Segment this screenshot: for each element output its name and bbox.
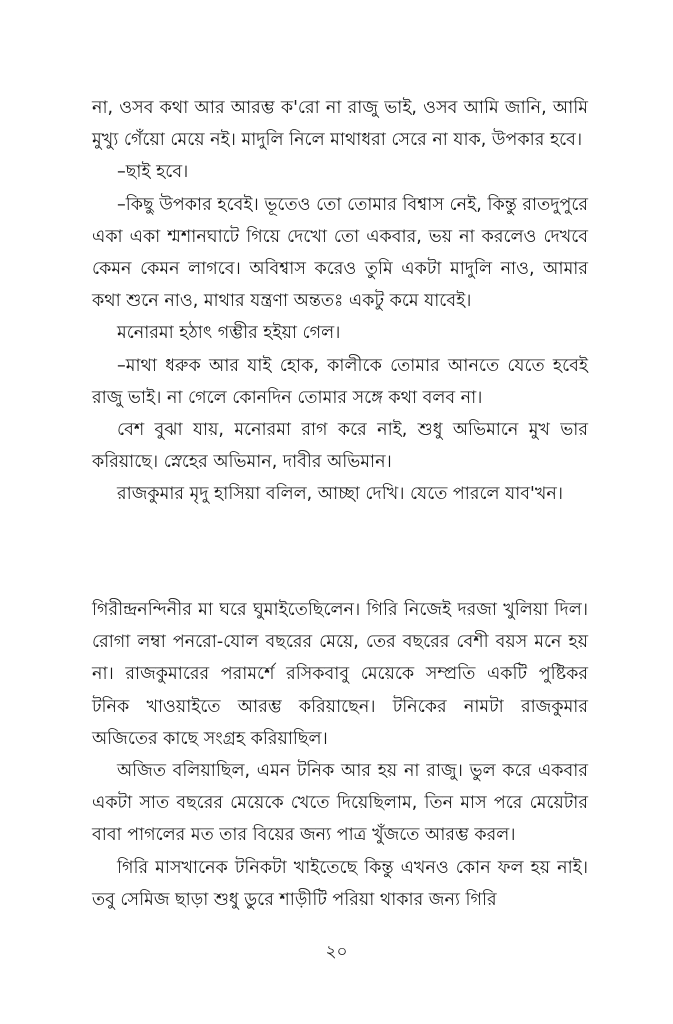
text-section-2 — [92, 594, 588, 916]
paragraph: –মাথা ধরুক আর যাই হোক, কালীকে তোমার আনতে যেতে হবেই রাজু ভাই। না গেলে কোনদিন তোমার সঙ্গে কথা বলব না। — [92, 355, 588, 408]
page-number: ২০ — [325, 942, 348, 962]
paragraph: –কিছু উপকার হবেই। ভূতেও তো তোমার বিশ্বাস নেই, কিন্তু রাতদুপুরে একা একা শ্মশানঘাটে গিয়ে দেখো তো একবার, ভয় না করলেও দেখবে কেমন কেমন লাগবে। অবিশ্বাস করেও তুমি একটা মাদুলি নাও, আমার কথা শুনে নাও, মাথার যন্ত্রণা অন্ততঃ একটু কমে যাবেই। — [92, 194, 588, 312]
text-section-1 — [92, 92, 588, 511]
paragraph: গিরীন্দ্রনন্দিনীর মা ঘরে ঘুমাইতেছিলেন। গিরি নিজেই দরজা খুলিয়া দিল। রোগা লম্বা পনরো-যোল বছরের মেয়ে, তের বছরের বেশী বয়স মনে হয় না। রাজকুমারের পরামর্শে রসিকবাবু মেয়েকে সম্প্রতি একটি পুষ্টিকর টনিক খাওয়াইতে আরম্ভ করিয়াছেন। টনিকের নামটা রাজকুমার অজিতের কাছে সংগ্রহ করিয়াছিল। — [92, 600, 588, 749]
paragraph: বেশ বুঝা যায়, মনোরমা রাগ করে নাই, শুধু অভিমানে মুখ ভার করিয়াছে। স্নেহের অভিমান, দাবীর অভিমান। — [92, 420, 588, 473]
paragraph: মনোরমা হঠাৎ গম্ভীর হইয়া গেল। — [117, 323, 341, 344]
paragraph: গিরি মাসখানেক টনিকটা খাইতেছে কিন্তু এখনও কোন ফল হয় নাই। তবু সেমিজ ছাড়া শুধু ডুরে শাড়ীটি পরিয়া থাকার জন্য গিরি — [92, 857, 588, 910]
paragraph: –ছাই হবে। — [117, 162, 189, 183]
paragraph: রাজকুমার মৃদু হাসিয়া বলিল, আচ্ছা দেখি। যেতে পারলে যাব'খন। — [117, 484, 564, 505]
paragraph: না, ওসব কথা আর আরম্ভ ক'রো না রাজু ভাই, ওসব আমি জানি, আমি মুখ্যু গেঁয়ো মেয়ে নই। মাদুলি নিলে মাথাধরা সেরে না যাক, উপকার হবে। — [92, 98, 588, 151]
paragraph: অজিত বলিয়াছিল, এমন টনিক আর হয় না রাজু। ভুল করে একবার একটা সাত বছরের মেয়েকে খেতে দিয়েছিলাম, তিন মাস পরে মেয়েটার বাবা পাগলের মত তার বিয়ের জন্য পাত্র খুঁজতে আরম্ভ করল। — [92, 761, 588, 846]
